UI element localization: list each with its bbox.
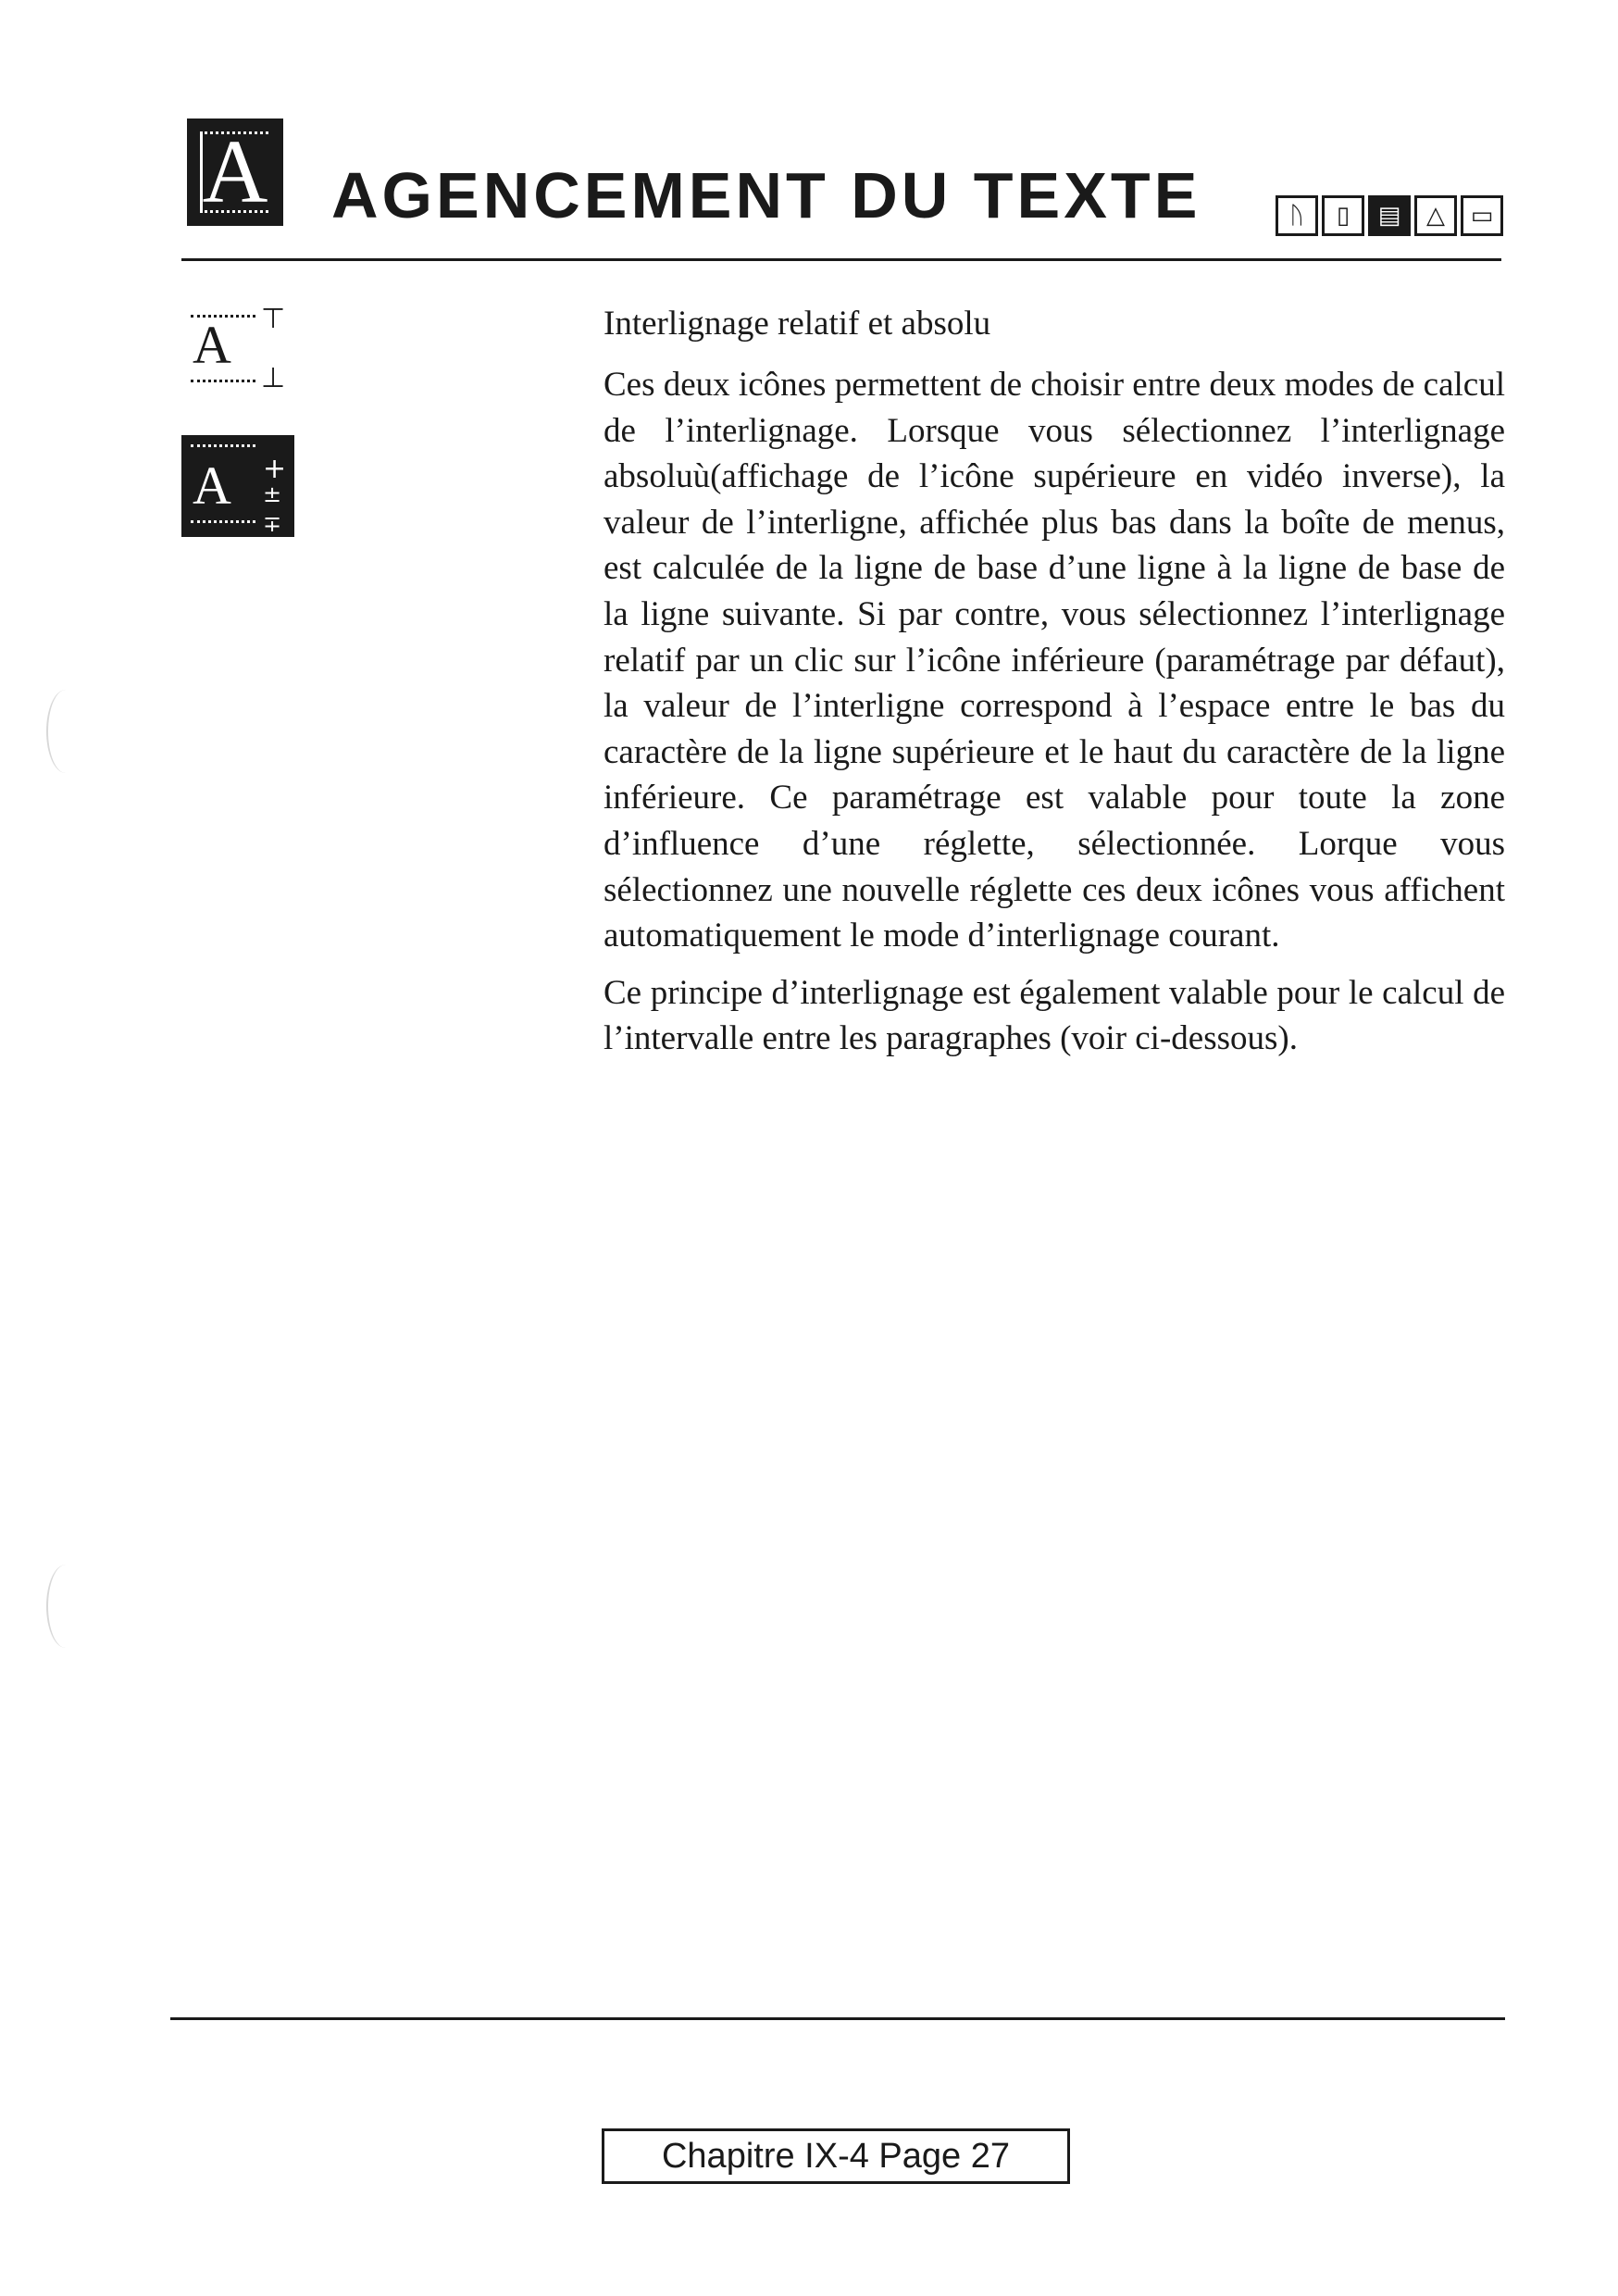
text-tool-icon: ᚢ [1276, 195, 1318, 236]
relative-line-spacing-icon [181, 435, 294, 537]
toolbar-icon-strip [1276, 195, 1503, 236]
page-number-box: Chapitre IX-4 Page 27 [602, 2128, 1070, 2184]
chapter-logo [187, 119, 283, 226]
paragraph: Ces deux icônes permettent de choisir entre deux modes de calcul de l’interlignage. Lorsque vous sélectionnez l’interlignage absoluù(affichage de l’icône supérieure en vidéo inverse), la valeur de l’interligne, affichée plus bas dans la boîte de menus, est calculée de la ligne de base d’une ligne à la ligne de base de la ligne suivante. Si par contre, vous sélectionnez l’interlignage relatif par un clic sur l’icône inférieure (paramétrage par défaut), la valeur de l’interligne correspond à l’espace entre le bas du caractère de la ligne supérieure et le haut du caractère de la ligne inférieure. Ce paramétrage est valable pour toute la zone d’influence d’une réglette, sélectionnée. Lorque vous sélectionnez une nouvelle réglette ces deux icônes vous affichent automatiquement le mode d’interlignage courant. [604, 366, 1505, 955]
scan-artifact [46, 1565, 85, 1648]
top-char-guide [191, 444, 255, 447]
arrow-down-icon: ± [263, 481, 282, 507]
arrow-down-icon: ⊥ [261, 362, 286, 394]
absolute-line-spacing-icon [181, 300, 294, 402]
arrow-up-icon: ∓ [263, 511, 282, 537]
arrow-up-icon: ⊤ [261, 303, 286, 335]
scan-artifact [46, 690, 85, 773]
section-heading: Interlignage relatif et absolu [604, 305, 991, 343]
chapter-logo-letter: A [202, 122, 268, 222]
section-content [604, 301, 1505, 1073]
page-tool-icon: ▭ [1461, 195, 1503, 236]
footer-divider [170, 2017, 1505, 2020]
page-title: AGENCEMENT DU TEXTE [331, 159, 1201, 231]
bottom-char-guide [191, 520, 255, 523]
plus-icon: + [263, 453, 287, 485]
icon-letter: A [193, 455, 231, 516]
shape-tool-icon: △ [1414, 195, 1457, 236]
paragraph: Ce principe d’interlignage est également valable pour le calcul de l’intervalle entre les paragraphes (voir ci-dessous). [604, 973, 1505, 1058]
icon-letter: A [193, 315, 231, 375]
spacing-tool-icon: ▤ [1368, 195, 1411, 236]
ruler-tool-icon: ▯ [1322, 195, 1364, 236]
header-divider [181, 258, 1501, 261]
bottom-baseline-guide [191, 380, 255, 382]
